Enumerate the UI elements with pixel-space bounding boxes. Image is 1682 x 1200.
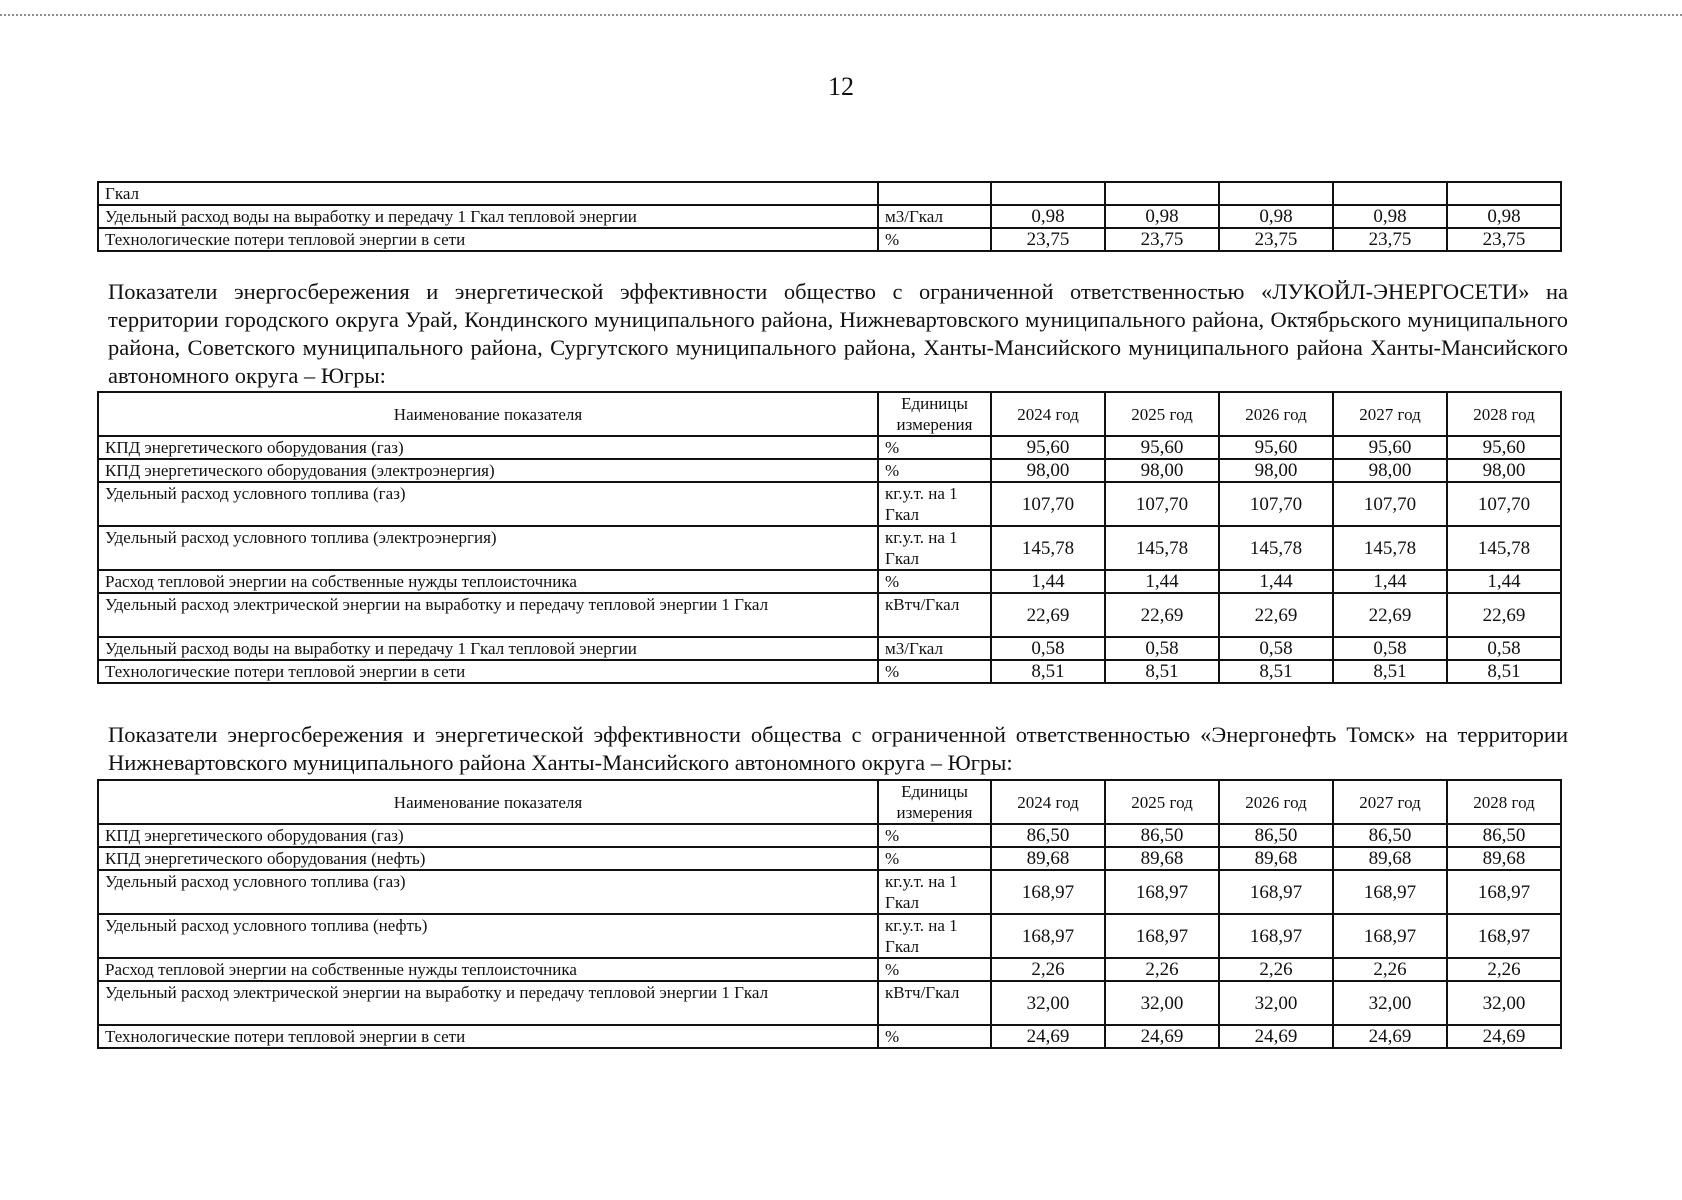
indicator-name: Удельный расход воды на выработку и передачу 1 Гкал тепловой энергии <box>98 205 878 228</box>
value-cell: 0,58 <box>1105 637 1219 660</box>
value-cell: 24,69 <box>1219 1025 1333 1048</box>
table-row <box>98 228 1561 251</box>
indicator-name: Расход тепловой энергии на собственные нужды теплоисточника <box>98 570 878 593</box>
value-cell: 23,75 <box>1219 228 1333 251</box>
value-cell <box>1105 182 1219 205</box>
value-cell: 98,00 <box>1447 459 1561 482</box>
value-cell <box>1333 182 1447 205</box>
table-row <box>98 914 1561 958</box>
value-cell: 95,60 <box>991 436 1105 459</box>
unit-cell: кВтч/Гкал <box>878 981 991 1025</box>
value-cell: 168,97 <box>991 914 1105 958</box>
indicator-name: Удельный расход условного топлива (нефть) <box>98 914 878 958</box>
value-cell: 0,98 <box>1447 205 1561 228</box>
header-indicator-name: Наименование показателя <box>98 780 878 824</box>
value-cell: 23,75 <box>1447 228 1561 251</box>
value-cell: 1,44 <box>1105 570 1219 593</box>
value-cell: 89,68 <box>991 847 1105 870</box>
energoneft-section-heading: Показатели энергосбережения и энергетической эффективности общества с ограниченной ответственностью «Энергонефть Томск» на территории Нижневартовского муниципального района Ханты-Мансийского автономного округа – Югры: <box>108 722 1568 775</box>
value-cell: 86,50 <box>1105 824 1219 847</box>
lukoil-table-body <box>98 436 1561 683</box>
value-cell: 22,69 <box>1105 593 1219 637</box>
value-cell: 95,60 <box>1105 436 1219 459</box>
value-cell: 32,00 <box>1333 981 1447 1025</box>
value-cell: 145,78 <box>991 526 1105 570</box>
header-year: 2024 год <box>991 392 1105 436</box>
indicator-name: КПД энергетического оборудования (электроэнергия) <box>98 459 878 482</box>
value-cell: 89,68 <box>1447 847 1561 870</box>
table-row <box>98 182 1561 205</box>
value-cell: 145,78 <box>1447 526 1561 570</box>
indicator-name: Удельный расход условного топлива (газ) <box>98 870 878 914</box>
unit-cell: м3/Гкал <box>878 205 991 228</box>
value-cell: 24,69 <box>991 1025 1105 1048</box>
value-cell: 0,58 <box>991 637 1105 660</box>
value-cell: 107,70 <box>1333 482 1447 526</box>
value-cell: 22,69 <box>1447 593 1561 637</box>
unit-cell: % <box>878 847 991 870</box>
value-cell: 1,44 <box>1447 570 1561 593</box>
table-row <box>98 958 1561 981</box>
header-indicator-name: Наименование показателя <box>98 392 878 436</box>
value-cell: 107,70 <box>991 482 1105 526</box>
value-cell: 0,98 <box>1105 205 1219 228</box>
value-cell: 0,98 <box>1219 205 1333 228</box>
unit-cell: кВтч/Гкал <box>878 593 991 637</box>
table-row <box>98 847 1561 870</box>
unit-cell: кг.у.т. на 1 Гкал <box>878 870 991 914</box>
indicator-name: Технологические потери тепловой энергии в сети <box>98 660 878 683</box>
table-row <box>98 637 1561 660</box>
value-cell: 89,68 <box>1219 847 1333 870</box>
value-cell: 98,00 <box>1219 459 1333 482</box>
energoneft-indicators-table <box>97 779 1562 1049</box>
value-cell: 86,50 <box>1447 824 1561 847</box>
table-header-row <box>98 392 1561 436</box>
continuation-table <box>97 181 1562 252</box>
value-cell <box>1219 182 1333 205</box>
value-cell: 89,68 <box>1333 847 1447 870</box>
value-cell: 24,69 <box>1333 1025 1447 1048</box>
value-cell: 168,97 <box>1447 870 1561 914</box>
header-year: 2025 год <box>1105 780 1219 824</box>
scan-edge-noise <box>0 14 1682 20</box>
unit-cell: % <box>878 228 991 251</box>
header-year: 2028 год <box>1447 392 1561 436</box>
value-cell <box>1447 182 1561 205</box>
value-cell: 168,97 <box>991 870 1105 914</box>
value-cell: 168,97 <box>1447 914 1561 958</box>
value-cell: 0,98 <box>991 205 1105 228</box>
value-cell: 23,75 <box>1333 228 1447 251</box>
table-row <box>98 205 1561 228</box>
value-cell: 86,50 <box>1333 824 1447 847</box>
value-cell: 0,98 <box>1333 205 1447 228</box>
value-cell: 89,68 <box>1105 847 1219 870</box>
energoneft-table-body <box>98 824 1561 1048</box>
unit-cell: % <box>878 824 991 847</box>
header-year: 2027 год <box>1333 392 1447 436</box>
value-cell: 86,50 <box>1219 824 1333 847</box>
indicator-name: Удельный расход воды на выработку и передачу 1 Гкал тепловой энергии <box>98 637 878 660</box>
value-cell: 32,00 <box>991 981 1105 1025</box>
unit-cell: % <box>878 570 991 593</box>
header-year: 2028 год <box>1447 780 1561 824</box>
value-cell: 95,60 <box>1447 436 1561 459</box>
value-cell: 145,78 <box>1333 526 1447 570</box>
value-cell: 168,97 <box>1105 914 1219 958</box>
value-cell: 22,69 <box>1333 593 1447 637</box>
indicator-name: КПД энергетического оборудования (газ) <box>98 436 878 459</box>
value-cell: 95,60 <box>1333 436 1447 459</box>
value-cell: 95,60 <box>1219 436 1333 459</box>
table-row <box>98 526 1561 570</box>
indicator-name: КПД энергетического оборудования (газ) <box>98 824 878 847</box>
indicator-name: Расход тепловой энергии на собственные нужды теплоисточника <box>98 958 878 981</box>
unit-cell <box>878 182 991 205</box>
table-row <box>98 824 1561 847</box>
value-cell: 32,00 <box>1447 981 1561 1025</box>
lukoil-indicators-table <box>97 391 1562 684</box>
table-row <box>98 593 1561 637</box>
table-row <box>98 570 1561 593</box>
table-row <box>98 482 1561 526</box>
indicator-name: Технологические потери тепловой энергии в сети <box>98 228 878 251</box>
header-year: 2026 год <box>1219 392 1333 436</box>
indicator-name: КПД энергетического оборудования (нефть) <box>98 847 878 870</box>
value-cell: 2,26 <box>1105 958 1219 981</box>
header-year: 2027 год <box>1333 780 1447 824</box>
header-unit: Единицы измерения <box>878 392 991 436</box>
value-cell: 1,44 <box>991 570 1105 593</box>
value-cell: 22,69 <box>991 593 1105 637</box>
value-cell: 1,44 <box>1219 570 1333 593</box>
unit-cell: % <box>878 1025 991 1048</box>
value-cell: 107,70 <box>1447 482 1561 526</box>
value-cell: 145,78 <box>1219 526 1333 570</box>
value-cell: 145,78 <box>1105 526 1219 570</box>
value-cell: 8,51 <box>1219 660 1333 683</box>
unit-cell: кг.у.т. на 1 Гкал <box>878 482 991 526</box>
header-year: 2025 год <box>1105 392 1219 436</box>
page-number: 12 <box>828 72 854 101</box>
value-cell: 2,26 <box>1219 958 1333 981</box>
indicator-name: Гкал <box>98 182 878 205</box>
value-cell: 107,70 <box>1219 482 1333 526</box>
value-cell: 98,00 <box>1105 459 1219 482</box>
header-unit: Единицы измерения <box>878 780 991 824</box>
value-cell: 168,97 <box>1333 914 1447 958</box>
value-cell <box>991 182 1105 205</box>
value-cell: 1,44 <box>1333 570 1447 593</box>
unit-cell: % <box>878 660 991 683</box>
table-row <box>98 660 1561 683</box>
value-cell: 168,97 <box>1219 870 1333 914</box>
indicator-name: Удельный расход электрической энергии на выработку и передачу тепловой энергии 1 Гкал <box>98 981 878 1025</box>
value-cell: 32,00 <box>1105 981 1219 1025</box>
unit-cell: % <box>878 459 991 482</box>
value-cell: 2,26 <box>991 958 1105 981</box>
value-cell: 0,58 <box>1333 637 1447 660</box>
unit-cell: кг.у.т. на 1 Гкал <box>878 526 991 570</box>
value-cell: 24,69 <box>1447 1025 1561 1048</box>
value-cell: 22,69 <box>1219 593 1333 637</box>
value-cell: 168,97 <box>1105 870 1219 914</box>
unit-cell: % <box>878 436 991 459</box>
indicator-name: Удельный расход условного топлива (газ) <box>98 482 878 526</box>
table-row <box>98 459 1561 482</box>
lukoil-section-heading: Показатели энергосбережения и энергетической эффективности общество с ограниченной ответственностью «ЛУКОЙЛ-ЭНЕРГОСЕТИ» на территории городского округа Урай, Кондинского муниципального района, Нижневартовского муниципального района, Октябрьского муниципального района, Советского муниципального района, Сургутского муниципального района, Ханты-Мансийского муниципального района Ханты-Мансийского автономного округа – Югры: <box>108 279 1568 388</box>
value-cell: 8,51 <box>1333 660 1447 683</box>
indicator-name: Удельный расход электрической энергии на выработку и передачу тепловой энергии 1 Гкал <box>98 593 878 637</box>
value-cell: 8,51 <box>1105 660 1219 683</box>
indicator-name: Технологические потери тепловой энергии в сети <box>98 1025 878 1048</box>
value-cell: 23,75 <box>991 228 1105 251</box>
header-year: 2026 год <box>1219 780 1333 824</box>
value-cell: 98,00 <box>991 459 1105 482</box>
value-cell: 8,51 <box>1447 660 1561 683</box>
table-row <box>98 981 1561 1025</box>
indicator-name: Удельный расход условного топлива (электроэнергия) <box>98 526 878 570</box>
continuation-table-body <box>98 182 1561 251</box>
value-cell: 98,00 <box>1333 459 1447 482</box>
unit-cell: м3/Гкал <box>878 637 991 660</box>
table-row <box>98 436 1561 459</box>
value-cell: 2,26 <box>1333 958 1447 981</box>
value-cell: 8,51 <box>991 660 1105 683</box>
value-cell: 168,97 <box>1333 870 1447 914</box>
value-cell: 2,26 <box>1447 958 1561 981</box>
table-row <box>98 1025 1561 1048</box>
value-cell: 168,97 <box>1219 914 1333 958</box>
value-cell: 107,70 <box>1105 482 1219 526</box>
value-cell: 0,58 <box>1219 637 1333 660</box>
unit-cell: % <box>878 958 991 981</box>
table-header-row <box>98 780 1561 824</box>
value-cell: 23,75 <box>1105 228 1219 251</box>
value-cell: 24,69 <box>1105 1025 1219 1048</box>
value-cell: 86,50 <box>991 824 1105 847</box>
header-year: 2024 год <box>991 780 1105 824</box>
value-cell: 32,00 <box>1219 981 1333 1025</box>
value-cell: 0,58 <box>1447 637 1561 660</box>
unit-cell: кг.у.т. на 1 Гкал <box>878 914 991 958</box>
table-row <box>98 870 1561 914</box>
